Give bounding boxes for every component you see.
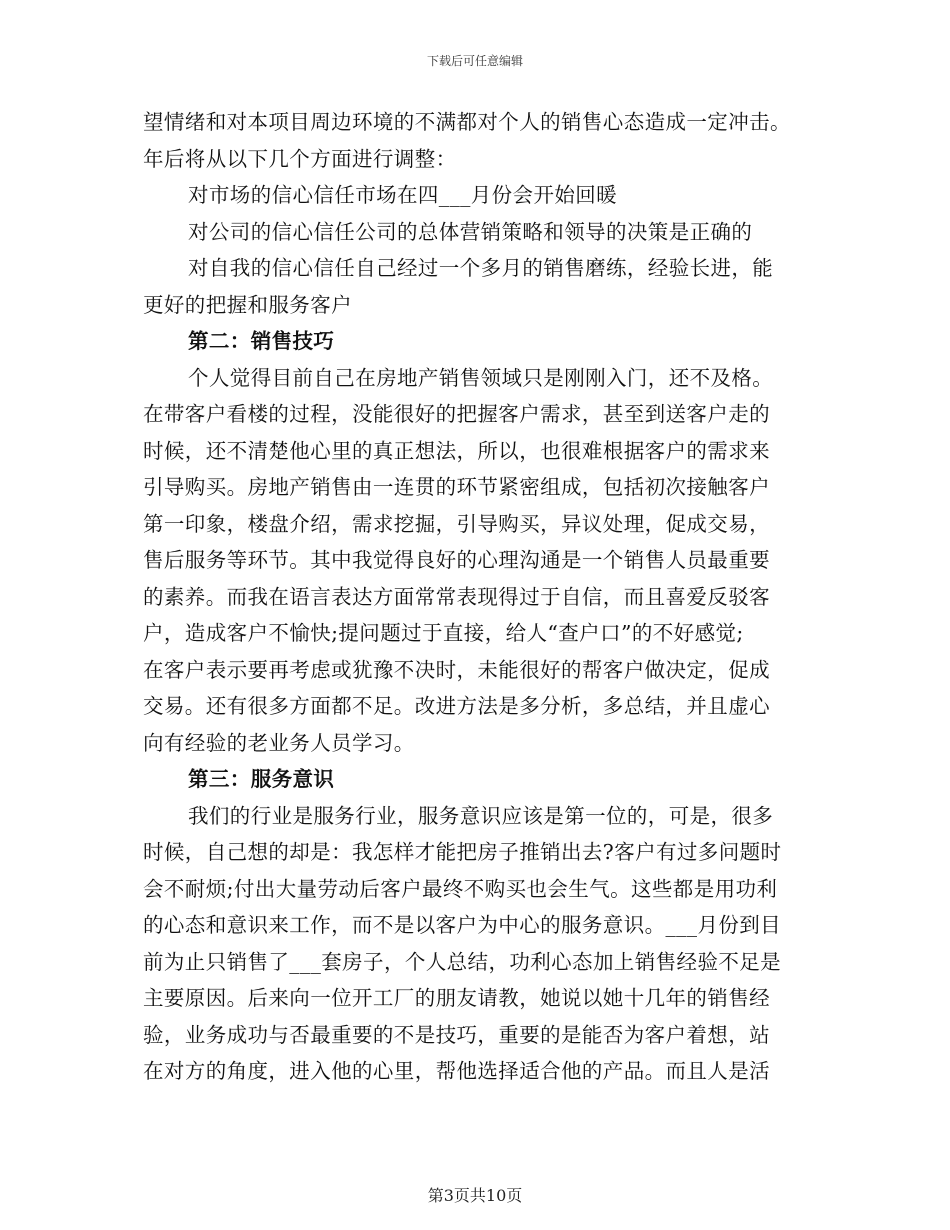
body-line: 的素养。而我在语言表达方面常常表现得过于自信，而且喜爱反驳客: [143, 584, 770, 609]
body-line: 户，造成客户不愉快;提问题过于直接，给人“查户口”的不好感觉;: [143, 621, 744, 645]
body-line: 验，业务成功与否最重要的不是技巧，重要的是能否为客户着想，站: [143, 1022, 770, 1047]
body-line: 的心态和意识来工作，而不是以客户为中心的服务意识。___月份到目: [143, 913, 782, 937]
body-line: 主要原因。后来向一位开工厂的朋友请教，她说以她十几年的销售经: [143, 986, 770, 1010]
body-line: 年后将从以下几个方面进行调整：: [143, 146, 457, 171]
body-line: 对自我的信心信任自己经过一个多月的销售磨练，经验长进，能: [188, 256, 774, 280]
body-line: 前为止只销售了___套房子，个人总结，功利心态加上销售经验不足是: [143, 949, 782, 974]
body-line: 更好的把握和服务客户: [143, 292, 352, 317]
body-line: 对市场的信心信任市场在四___月份会开始回暖: [188, 183, 618, 207]
page-header: 下载后可任意编辑: [426, 54, 523, 68]
body-line: 时候，还不清楚他心里的真正想法，所以，也很难根据客户的需求来: [143, 438, 770, 463]
body-line: 时候，自己想的却是：我怎样才能把房子推销出去?客户有过多问题时: [143, 840, 782, 864]
body-line: 第一印象，楼盘介绍，需求挖掘，引导购买，异议处理，促成交易，: [143, 511, 770, 536]
page-footer: 第3页共10页: [427, 1186, 523, 1205]
body-line: 个人觉得目前自己在房地产销售领域只是刚刚入门，还不及格。: [188, 365, 774, 390]
section-heading: 第二：销售技巧: [188, 329, 335, 353]
body-line: 望情绪和对本项目周边环境的不满都对个人的销售心态造成一定冲击。: [143, 110, 791, 134]
document-body: [143, 104, 803, 1090]
body-line: 在对方的角度，进入他的心里，帮他选择适合他的产品。而且人是活: [143, 1059, 770, 1083]
body-line: 交易。还有很多方面都不足。改进方法是多分析，多总结，并且虚心: [143, 694, 770, 718]
body-line: 会不耐烦;付出大量劳动后客户最终不购买也会生气。这些都是用功利: [143, 876, 778, 901]
body-line: 对公司的信心信任公司的总体营销策略和领导的决策是正确的: [188, 219, 753, 244]
body-line: 在客户表示要再考虑或犹豫不决时，未能很好的帮客户做决定，促成: [143, 657, 770, 682]
body-line: 向有经验的老业务人员学习。: [143, 730, 415, 755]
body-line: 在带客户看楼的过程，没能很好的把握客户需求，甚至到送客户走的: [143, 402, 770, 426]
body-line: 售后服务等环节。其中我觉得良好的心理沟通是一个销售人员最重要: [143, 548, 770, 572]
section-heading: 第三：服务意识: [188, 767, 335, 791]
body-line: 引导购买。房地产销售由一连贯的环节紧密组成，包括初次接触客户: [143, 475, 770, 499]
body-line: 我们的行业是服务行业，服务意识应该是第一位的，可是，很多: [188, 803, 774, 828]
